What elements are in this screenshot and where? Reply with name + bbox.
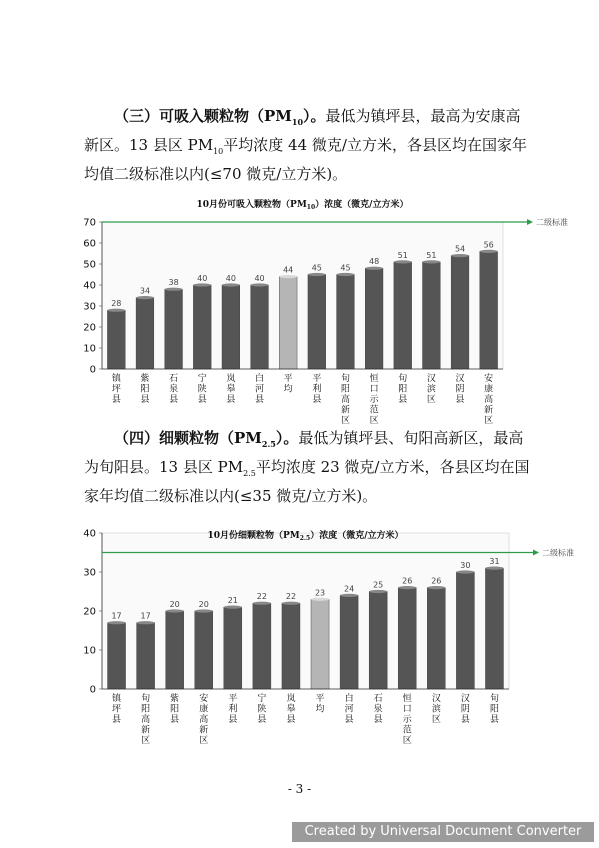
bar-cap xyxy=(369,590,387,593)
bar-cap xyxy=(485,567,503,570)
bar-cap xyxy=(224,606,242,609)
chart-title-end: ）浓度（微克/立方米） xyxy=(310,531,404,541)
bar-cap xyxy=(337,273,355,276)
category-label: 石泉县 xyxy=(169,374,179,405)
category-label: 白河县 xyxy=(255,374,265,405)
y-tick-label: 50 xyxy=(83,259,96,271)
category-label: 紫阳县 xyxy=(170,694,180,725)
bar-cap xyxy=(340,594,358,597)
bar-cap xyxy=(279,275,297,278)
y-tick-label: 20 xyxy=(83,606,96,618)
data-label: 17 xyxy=(140,611,151,621)
bar xyxy=(456,572,474,689)
bar xyxy=(107,310,125,369)
bar-cap xyxy=(394,260,412,263)
data-label: 45 xyxy=(311,263,322,273)
y-tick-label: 0 xyxy=(89,684,96,696)
category-label: 恒口示范区 xyxy=(369,374,379,426)
pm25-heading-text: （四）细颗粒物（PM xyxy=(114,429,262,447)
pm10-paragraph xyxy=(84,102,530,189)
bar-cap xyxy=(108,621,126,624)
chart-title-text: 10月份可吸入颗粒物（PM xyxy=(196,200,307,210)
bar xyxy=(193,285,211,369)
category-label: 镇坪县 xyxy=(112,694,122,725)
bar xyxy=(451,256,469,369)
bar-cap xyxy=(136,296,154,299)
category-label: 宁陕县 xyxy=(257,694,267,725)
category-label: 平均 xyxy=(283,374,293,395)
pm10-sentence1-sub: 10 xyxy=(213,147,224,156)
data-label: 25 xyxy=(373,580,384,590)
bar xyxy=(394,262,412,369)
bar-cap xyxy=(480,250,498,253)
bar xyxy=(136,298,154,369)
bar-cap xyxy=(427,586,445,589)
bar-cap xyxy=(282,602,300,605)
chart-title-text: 10月份细颗粒物（PM xyxy=(207,531,300,541)
y-tick-label: 20 xyxy=(83,322,96,334)
bar-cap xyxy=(451,254,469,257)
bar xyxy=(253,603,271,689)
pm10-heading-end: ）。 xyxy=(303,107,326,125)
bar xyxy=(195,611,213,689)
bar-cap xyxy=(222,283,240,286)
plot-area xyxy=(102,222,503,369)
data-label: 40 xyxy=(254,274,265,283)
category-label: 汉阴县 xyxy=(455,374,465,405)
bar xyxy=(165,289,183,369)
bar-cap xyxy=(311,598,329,601)
category-label: 岚皋县 xyxy=(226,374,236,405)
pm25-sentence1-sub: 2.5 xyxy=(243,469,256,478)
standard-label: 二级标准 xyxy=(536,218,568,227)
y-tick-label: 30 xyxy=(83,301,96,313)
bar-cap xyxy=(253,602,271,605)
category-label: 宁陕县 xyxy=(197,374,207,405)
pm10-heading xyxy=(114,107,326,125)
bar-cap xyxy=(165,288,183,291)
bar xyxy=(427,588,445,689)
y-tick-label: 40 xyxy=(83,528,96,540)
arrow-icon xyxy=(527,219,533,225)
bar xyxy=(337,275,355,370)
data-label: 22 xyxy=(256,592,267,602)
category-label: 安康高新区 xyxy=(484,374,494,426)
pm25-chart xyxy=(0,516,599,746)
data-label: 26 xyxy=(402,576,413,586)
category-label: 岚皋县 xyxy=(286,694,296,725)
pm10-sentence2: 平均浓度 44 微克/立方米，各县区均在国家年均值二级标准以内(≤70 微克/立方米)。 xyxy=(84,136,527,183)
y-tick-label: 60 xyxy=(83,238,96,250)
bar-cap xyxy=(137,621,155,624)
category-label: 旬阳县 xyxy=(398,374,408,405)
chart-title xyxy=(197,198,409,211)
category-label: 白河县 xyxy=(344,694,354,725)
bar xyxy=(137,623,155,689)
bar xyxy=(365,268,383,369)
data-label: 51 xyxy=(397,250,408,260)
data-label: 45 xyxy=(340,263,351,273)
category-label: 石泉县 xyxy=(373,694,383,725)
category-label: 汉滨区 xyxy=(426,374,436,405)
category-label: 旬阳高新区 xyxy=(340,374,350,426)
bar-cap xyxy=(423,260,441,263)
pm10-heading-sub: 10 xyxy=(291,117,304,127)
bar xyxy=(369,592,387,690)
pm25-heading xyxy=(114,429,298,447)
bar-cap xyxy=(251,283,269,286)
category-label: 汉阴县 xyxy=(460,694,470,725)
data-label: 26 xyxy=(431,576,442,586)
pm10-heading-text: （三）可吸入颗粒物（PM xyxy=(114,107,292,125)
y-tick-label: 40 xyxy=(83,280,96,292)
chart-title-end: ）浓度（微克/立方米） xyxy=(315,200,409,210)
bar xyxy=(340,595,358,689)
data-label: 20 xyxy=(169,600,180,609)
bar-cap xyxy=(365,267,383,270)
data-label: 38 xyxy=(168,278,179,288)
category-label: 平均 xyxy=(315,694,325,715)
data-label: 48 xyxy=(369,257,380,267)
bar xyxy=(308,275,326,370)
data-label: 17 xyxy=(111,611,122,621)
bar xyxy=(166,611,184,689)
pm25-paragraph xyxy=(84,424,530,511)
bar-cap xyxy=(308,273,326,276)
bar xyxy=(108,623,126,689)
average-bar xyxy=(279,277,297,369)
chart-title xyxy=(207,529,403,542)
data-label: 31 xyxy=(489,557,500,567)
category-label: 安康高新区 xyxy=(199,694,209,746)
bar xyxy=(282,603,300,689)
data-label: 34 xyxy=(139,286,151,296)
bar xyxy=(222,285,240,369)
watermark: Created by Universal Document Converter xyxy=(292,822,594,842)
arrow-icon xyxy=(533,550,539,556)
bar xyxy=(423,262,441,369)
plot-area xyxy=(102,533,509,689)
bar xyxy=(251,285,269,369)
category-label: 汉滨区 xyxy=(431,694,441,725)
pm10-chart xyxy=(0,196,599,426)
pm25-sentence1: 最低为镇坪县、旬阳高新区，最高为旬阳县。13 县区 PM xyxy=(84,429,524,476)
bar-cap xyxy=(193,283,211,286)
bar xyxy=(224,607,242,689)
data-label: 30 xyxy=(460,561,471,570)
y-tick-label: 70 xyxy=(83,217,96,229)
data-label: 28 xyxy=(111,299,122,309)
data-label: 44 xyxy=(283,265,294,275)
average-bar xyxy=(311,599,329,689)
data-label: 20 xyxy=(198,600,209,609)
category-label: 旬阳县 xyxy=(489,694,499,725)
category-label: 平利县 xyxy=(228,694,238,725)
y-tick-label: 30 xyxy=(83,567,96,579)
data-label: 23 xyxy=(314,588,326,598)
data-label: 21 xyxy=(227,596,238,606)
bar-cap xyxy=(195,609,213,612)
pm10-sentence1: 最低为镇坪县，最高为安康高新区。13 县区 PM xyxy=(84,107,521,154)
chart-title-sub: 10 xyxy=(306,204,316,211)
y-tick-label: 0 xyxy=(89,364,96,376)
bar-cap xyxy=(456,570,474,573)
data-label: 51 xyxy=(426,250,437,260)
category-label: 恒口示范区 xyxy=(402,694,412,746)
bar xyxy=(485,568,503,689)
page-number: - 3 - xyxy=(287,782,312,796)
data-label: 22 xyxy=(285,592,297,602)
category-label: 平利县 xyxy=(312,374,322,405)
pm25-heading-end: ）。 xyxy=(275,429,299,447)
data-label: 40 xyxy=(225,274,236,283)
y-tick-label: 10 xyxy=(83,645,96,657)
data-label: 40 xyxy=(197,274,208,283)
data-label: 56 xyxy=(483,240,494,250)
bar-cap xyxy=(166,609,184,612)
bar-cap xyxy=(107,309,125,312)
standard-label: 二级标准 xyxy=(542,548,574,558)
data-label: 24 xyxy=(344,584,355,594)
pm25-sentence2: 平均浓度 23 微克/立方米，各县区均在国家年均值二级标准以内(≤35 微克/立方米)。 xyxy=(84,458,530,505)
pm25-heading-sub: 2.5 xyxy=(261,439,276,449)
bar-cap xyxy=(398,586,416,589)
category-label: 紫阳县 xyxy=(140,374,150,405)
bar xyxy=(398,588,416,689)
bar xyxy=(480,251,498,369)
category-label: 旬阳高新区 xyxy=(141,694,151,746)
category-label: 镇坪县 xyxy=(111,374,121,405)
chart-title-sub: 2.5 xyxy=(299,535,311,542)
y-tick-label: 10 xyxy=(83,343,96,355)
data-label: 54 xyxy=(454,244,466,254)
